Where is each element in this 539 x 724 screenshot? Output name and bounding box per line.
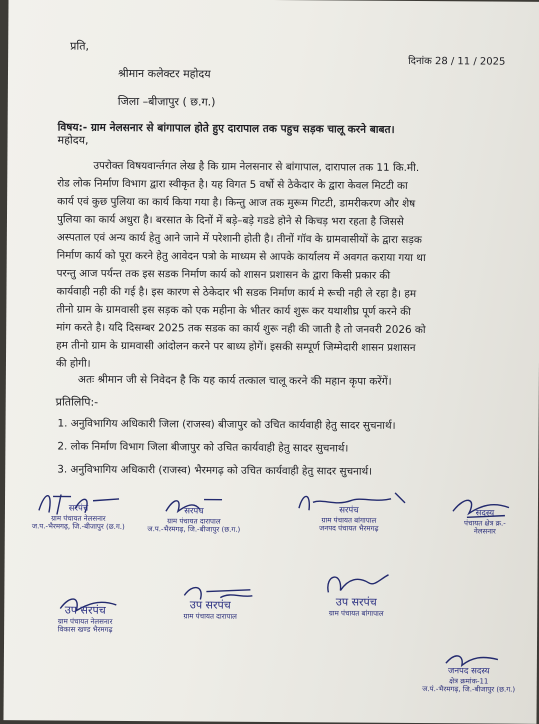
signature-line: विकास खण्ड भैरमगढ़ (57, 625, 113, 634)
district: जिला –बीजापुर ( छ.ग.) (117, 94, 216, 109)
signature-block (414, 667, 524, 694)
signature-line: ग्राम पंचायत नेलसनार (57, 617, 113, 626)
copy-item: 2. लोक निर्माण विभाग जिला बीजापुर को उचित कार्यवाही हेतु सादर सुचनार्थ। (57, 440, 349, 455)
body-line: परन्तु आज पर्यन्त तक इस सडक निर्माण कार्य को शासन प्रशासन के द्वारा किसी प्रकार की (56, 267, 391, 282)
signature-line: नेलसनार (473, 527, 496, 536)
body-line: उपरोक्त विषयवार्न्तगत लेख है कि ग्राम नेलसनार से बांगापाल, दारापाल तक 11 कि.मी. (93, 159, 420, 175)
request-line: अतः श्रीमान जी से निवेदन है कि यह कार्य तत्काल चालू करने की महान कृपा करेंगें। (77, 373, 392, 388)
signature-role: उप सरपंच (335, 595, 377, 609)
signature-scribble (322, 568, 392, 598)
signature-role: सरपंच (184, 506, 204, 517)
signature-line: ज.पं.-भैरमगढ़, जि.-बीजापुर (छ.ग.) (422, 684, 516, 694)
body-line: मांग करते है। यदि दिसम्बर 2025 तक सडक का कार्य शुरू नही की जाती है तो जनवरी 2026 को (56, 321, 426, 337)
signature-role: सरपंच (339, 505, 359, 516)
copy-item: 3. अनुविभागिय अधिकारी (राजस्व) भैरमगढ़ को उचित कार्यवाही हेतु सादर सुचनार्थ। (57, 463, 373, 478)
signature-line: पंचायत क्षेत्र क्र.- (463, 519, 506, 528)
letter-page (3, 0, 539, 724)
body-line: अस्पताल एवं अन्य कार्य हेतु आने जाने में परेशानी होती है। तीनों गॉव के ग्रामवासीयों के द्वारा सड़क (56, 231, 422, 247)
signature-block (289, 506, 409, 533)
copy-item: 1. अनुविभागिय अधिकारी जिला (राजस्व) बीजापुर को उचित कार्यवाही हेतु सादर सुचनार्थ। (57, 417, 396, 432)
body-line: पुलिया का कार्य अधुरा है। बरसात के दिनों में बड़े–बड़े गडडे होने से किचड़ भरा रहता है जिससे (56, 213, 404, 228)
signature-role: उप सरपंच (189, 598, 231, 612)
signature-role: सरपंच (68, 503, 89, 514)
salutation-prati: प्रति, (70, 39, 90, 53)
body-line: कार्यवाही नही की गई है। इस कारण से ठेकेदार भी सडक निर्माण कार्य मे रूची नही ले रहा है। हम (56, 285, 417, 301)
signature-line: ज.प.-भैरमगढ़, जि.-बीजापुर (छ.ग.) (147, 524, 241, 534)
copy-heading: प्रतिलिपि:- (55, 395, 99, 409)
signature-block (296, 596, 416, 618)
subject-line: विषय:- ग्राम नेलसनार से बांगापाल होते हुए दारापाल तक पहुच सड़क चालू करने बाबत। (57, 121, 395, 136)
signature-role: उप सरपंच (64, 603, 106, 617)
body-line: हम तीनो ग्राम के ग्रामवासी आंदोलन करने पर बाध्य होगें। इसकी सम्पूर्ण जिम्मेदारी शासन प्रशासन (56, 339, 416, 354)
addressee: श्रीमान कलेक्टर महोदय (117, 66, 211, 81)
signature-line: ग्राम पंचायत दारापाल (183, 612, 237, 621)
signature-block (31, 504, 126, 531)
signature-line: ग्राम पंचायत नेलसनार (51, 514, 106, 523)
letter-date: दिनांक 28 / 11 / 2025 (408, 55, 506, 68)
signature-line: जनपद पंचायत भैरमगढ़ (319, 524, 379, 533)
signature-line: ग्राम पंचायत बांगापाल (321, 516, 377, 525)
signature-line: ग्राम पंचायत दारापाल (167, 517, 221, 526)
body-line: रोड लोक निर्माण विभाग द्वारा स्वीकृत है। यह विगत 5 वर्षो से ठेकेदार के द्वारा केवल मिटटी का (57, 177, 408, 192)
body-line: निर्माण कार्य को पूरा करने हेतु आवेदन पत्रो के माध्यम से आपके कार्यालय में अवगत कराया गया था (56, 249, 426, 265)
signature-block (139, 507, 249, 534)
greeting: महोदय, (57, 133, 89, 147)
signature-role: सदस्य (475, 508, 495, 519)
body-line: की होगी। (55, 357, 91, 370)
signature-block (30, 604, 140, 634)
body-line: तीनो ग्राम के ग्रामवासी इस सड़क को एक महीना के भीतर कार्य शुरू कर यथाशीघ्र पूर्ण करने की (56, 303, 411, 318)
signature-block (435, 509, 535, 536)
signature-role: जनपद सदस्य (448, 666, 490, 677)
signature-line: ग्राम पंचायत बांगापाल (328, 609, 384, 618)
body-line: कार्य एवं कुछ पुलिया का कार्य किया गया है। किन्तु आज तक मुरूम गिटटी, डामरीकरण और शेष (57, 195, 416, 210)
signature-block (150, 599, 270, 621)
signature-line: क्षेत्र क्रमांक-11 (449, 677, 489, 686)
signature-line: ज.प.-भैरमगढ़, जि.-बीजापुर (छ.ग.) (31, 522, 125, 531)
